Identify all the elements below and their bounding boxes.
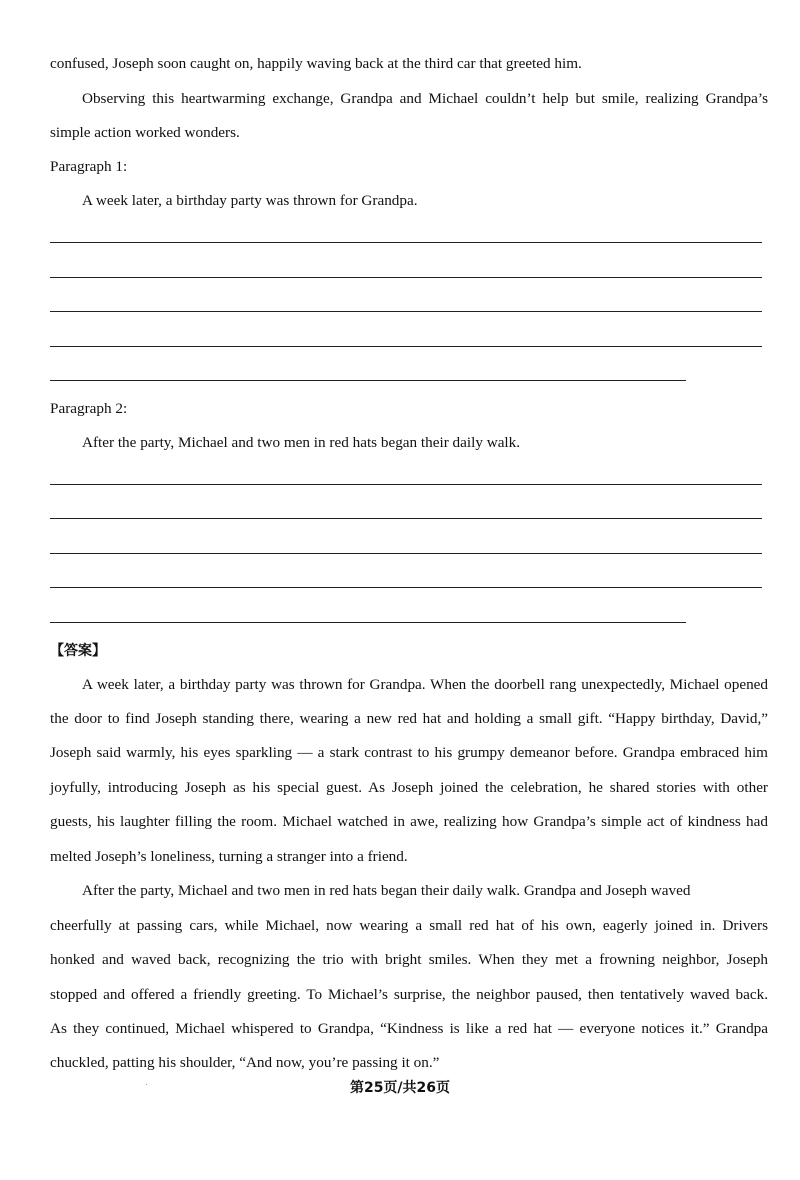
answer-p2-line: As they continued, Michael whispered to Grandpa, “Kindness is like a red hat — everyone notices it.” Grandpa — [50, 1020, 768, 1037]
answer-p1-line: A week later, a birthday party was thrown for Grandpa. When the doorbell rang unexpectedly, Michael opened — [82, 676, 768, 693]
writing-line — [50, 380, 686, 381]
writing-line — [50, 277, 762, 278]
paragraph-2-opening: After the party, Michael and two men in red hats began their daily walk. — [82, 434, 521, 451]
answer-p2-line: After the party, Michael and two men in red hats began their daily walk. Grandpa and Joseph waved — [82, 882, 691, 899]
writing-line — [50, 311, 762, 312]
answer-p1-line: melted Joseph’s loneliness, turning a stranger into a friend. — [50, 848, 408, 865]
writing-line — [50, 587, 762, 588]
answer-p1-line: Joseph said warmly, his eyes sparkling — a stark contrast to his grumpy demeanor before. Grandpa embraced him — [50, 744, 768, 761]
intro-line-2: Observing this heartwarming exchange, Grandpa and Michael couldn’t help but smile, realizing Grandpa’s — [82, 90, 768, 107]
writing-line — [50, 242, 762, 243]
paragraph-1-label: Paragraph 1: — [50, 158, 128, 175]
answer-p2-line: stopped and offered a friendly greeting. To Michael’s surprise, the neighbor paused, then tentatively waved back. — [50, 986, 768, 1003]
answer-label: 【答案】 — [50, 643, 106, 659]
page-number: 第25页/共26页 — [349, 1080, 451, 1096]
answer-p2-line: cheerfully at passing cars, while Michael, now wearing a small red hat of his own, eagerly joined in. Drivers — [50, 917, 768, 934]
writing-line — [50, 346, 762, 347]
paragraph-2-label: Paragraph 2: — [50, 400, 128, 417]
writing-line — [50, 553, 762, 554]
writing-line — [50, 518, 762, 519]
answer-p1-line: guests, his laughter filling the room. Michael watched in awe, realizing how Grandpa’s simple act of kindness had — [50, 813, 768, 830]
writing-line — [50, 484, 762, 485]
intro-line-3: simple action worked wonders. — [50, 124, 240, 141]
paragraph-1-opening: A week later, a birthday party was thrown for Grandpa. — [82, 192, 418, 209]
answer-p2-line: chuckled, patting his shoulder, “And now, you’re passing it on.” — [50, 1054, 440, 1071]
answer-p1-line: joyfully, introducing Joseph as his special guest. As Joseph joined the celebration, he shared stories with other — [50, 779, 768, 796]
intro-line-1: confused, Joseph soon caught on, happily waving back at the third car that greeted him. — [50, 55, 582, 72]
answer-p2-line: honked and waved back, recognizing the trio with bright smiles. When they met a frowning neighbor, Joseph — [50, 951, 768, 968]
answer-p1-line: the door to find Joseph standing there, wearing a new red hat and holding a small gift. “Happy birthday, David,” — [50, 710, 768, 727]
writing-line — [50, 622, 686, 623]
